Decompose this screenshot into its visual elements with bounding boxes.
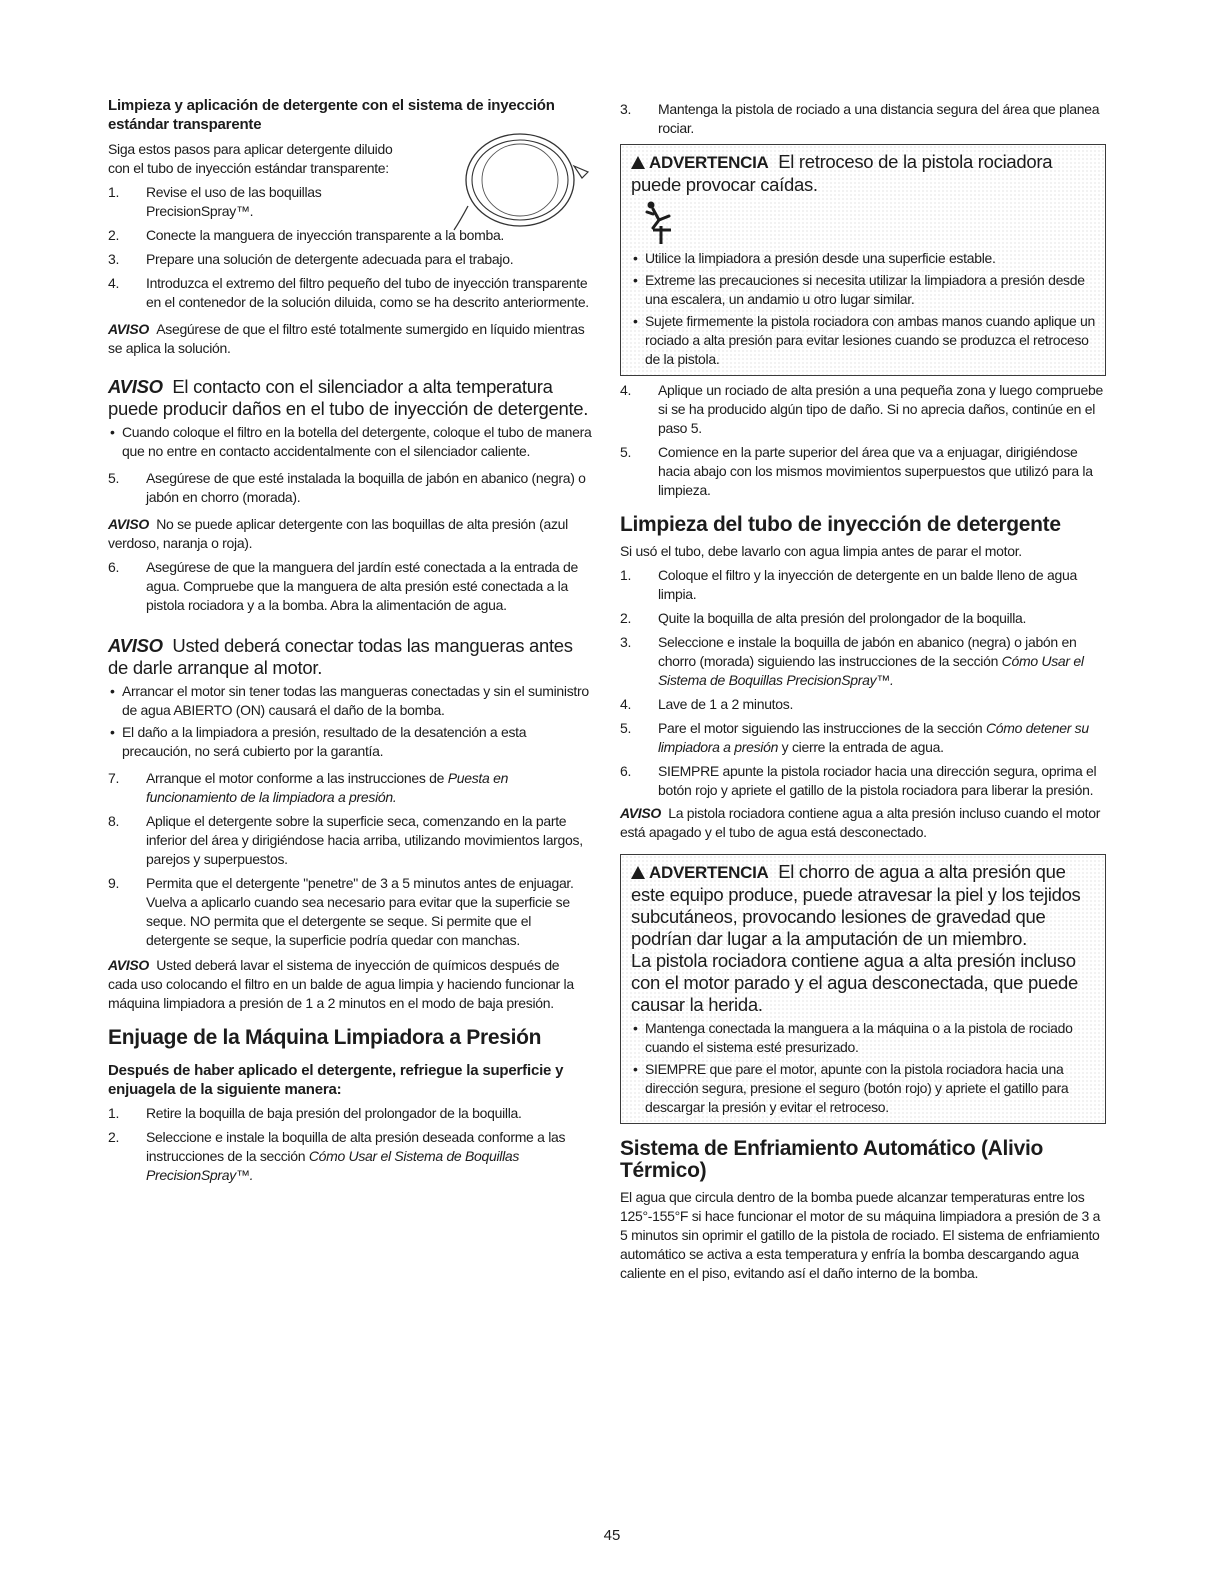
- warning-triangle-icon: [631, 156, 645, 169]
- list-item: 9. Permita que el detergente "penetre" de 3 a 5 minutos antes de enjuagar. Vuelva a aplicarlo cuando sea necesario para evitar que la superficie se seque. NO permita que el detergente se seque. Si permite que el detergente se seque, la superficie podría quedar con manchas.: [108, 875, 574, 948]
- list-item: 5. Asegúrese de que esté instalada la boquilla de jabón en abanico (negra) o jabón en chorro (morada).: [108, 470, 586, 505]
- section-heading-injection: Limpieza y aplicación de detergente con el sistema de inyección estándar transparente: [108, 97, 555, 133]
- list-item: 1. Coloque el filtro y la inyección de detergente en un balde lleno de agua limpia.: [620, 567, 1077, 602]
- list-item: • El daño a la limpiadora a presión, resultado de la desatención a esta precaución, no será cubierto por la garantía.: [108, 723, 592, 761]
- warning-injection-text2: La pistola rociadora contiene agua a alta presión incluso con el motor parado y el agua desconectada, que puede causar la herida.: [631, 950, 1078, 1015]
- list-item: 3. Mantenga la pistola de rociado a una distancia segura del área que planea rociar.: [620, 101, 1100, 136]
- injection-bullets: [631, 1019, 1097, 1117]
- list-item: 4. Aplique un rociado de alta presión a una pequeña zona y luego compruebe si se ha producido algún tipo de daño. Si no aprecia daños, continúe en el paso 5.: [620, 382, 1103, 436]
- thermal-relief-text: El agua que circula dentro de la bomba puede alcanzar temperaturas entre los 125°-155°F si hace funcionar el motor de su máquina limpiadora a presión de 3 a 5 minutos sin oprimir el gatillo de la pistola de rociado. El sistema de enfriamiento automático se activa a esta temperatura y enfría la bomba descargando agua caliente en el piso, evitando así el daño interno de la bomba.: [620, 1189, 1101, 1281]
- list-item: • Mantenga conectada la manguera a la máquina o a la pistola de rociado cuando el sistema esté presurizado.: [631, 1019, 1097, 1057]
- warning-triangle-icon: [631, 866, 645, 879]
- list-item: • Sujete firmemente la pistola rociadora con ambas manos cuando aplique un rociado a alta presión para evitar lesiones cuando se produzca el retroceso de la pistola.: [631, 312, 1097, 369]
- warning-box-kickback: [620, 144, 1106, 376]
- rinse-continue-steps: [620, 381, 1106, 500]
- list-item: • Extreme las precauciones si necesita utilizar la limpiadora a presión desde una escalera, un andamio u otro lugar similar.: [631, 271, 1097, 309]
- list-item: 2. Seleccione e instale la boquilla de alta presión deseada conforme a las instrucciones de la sección Cómo Usar el Sistema de Boquillas PrecisionSpray™.: [108, 1129, 566, 1183]
- list-item: 7. Arranque el motor conforme a las instrucciones de Puesta en funcionamiento de la limpiadora a presión.: [108, 770, 509, 805]
- list-item: • Arrancar el motor sin tener todas las mangueras conectadas y sin el suministro de agua ABIERTO (ON) causará el daño de la bomba.: [108, 682, 592, 720]
- notice-high-pressure: AVISO No se puede aplicar detergente con las boquillas de alta presión (azul verdoso, naranja o roja).: [108, 516, 568, 551]
- application-steps: [108, 769, 592, 950]
- list-item: • Cuando coloque el filtro en la botella del detergente, coloque el tubo de manera que no entre en contacto accidentalmente con el silenciador caliente.: [108, 423, 592, 461]
- notice-flush: AVISO Usted deberá lavar el sistema de inyección de químicos después de cada uso colocando el filtro en un balde de agua limpia y haciendo funcionar la máquina limpiadora a presión de 1 a 2 minutos en el modo de baja presión.: [108, 957, 574, 1011]
- list-item: 8. Aplique el detergente sobre la superficie seca, comenzando en la parte inferior del área y dirigiéndose hacia arriba, utilizando movimientos largos, parejos y superpuestos.: [108, 813, 583, 867]
- tube-cleaning-intro: Si usó el tubo, debe lavarlo con agua limpia antes de parar el motor.: [620, 543, 1022, 559]
- list-item: • Utilice la limpiadora a presión desde una superficie estable.: [631, 249, 1097, 268]
- warning-heading: ADVERTENCIA El retroceso de la pistola rociadora puede provocar caídas.: [631, 151, 1053, 195]
- soap-nozzle-step: [108, 469, 592, 507]
- injection-intro-block: [108, 140, 592, 312]
- list-item: 2. Conecte la manguera de inyección transparente a la bomba.: [108, 227, 505, 243]
- rinse-subheading: Después de haber aplicado el detergente, refriegue la superficie y enjuagela de la siguiente manera:: [108, 1062, 564, 1098]
- falling-person-icon: [639, 198, 679, 246]
- list-item: 4. Introduzca el extremo del filtro pequeño del tubo de inyección transparente en el contenedor de la solución diluida, como se ha descrito anteriormente.: [108, 275, 589, 310]
- muffler-bullets: [108, 423, 592, 461]
- section-heading-tube-cleaning: Limpieza del tubo de inyección de detergente: [620, 513, 1061, 536]
- notice-hoses: AVISO Usted deberá conectar todas las mangueras antes de darle arranque al motor.: [108, 635, 573, 678]
- tube-cleaning-steps: [620, 566, 1106, 800]
- list-item: 6. Asegúrese de que la manguera del jardín esté conectada a la entrada de agua. Compruebe que la manguera de alta presión esté conectada a la pistola rociadora y a la bomba. Abra la alimentación de agua.: [108, 559, 578, 613]
- rinse-steps: [108, 1104, 592, 1185]
- injection-hose-illustration: [442, 126, 592, 234]
- section-heading-thermal-relief: Sistema de Enfriamiento Automático (Alivio Térmico): [620, 1137, 1044, 1182]
- list-item: 5. Pare el motor siguiendo las instrucciones de la sección Cómo detener su limpiadora a presión y cierre la entrada de agua.: [620, 720, 1089, 755]
- list-item: • SIEMPRE que pare el motor, apunte con la pistola rociadora hacia una dirección segura, presione el seguro (botón rojo) y apriete el gatillo para descargar la presión y evitar el retroceso.: [631, 1060, 1097, 1117]
- list-item: 1. Revise el uso de las boquillas PrecisionSpray™.: [108, 184, 322, 219]
- section-heading-rinse: Enjuage de la Máquina Limpiadora a Presión: [108, 1026, 542, 1049]
- list-item: 3. Seleccione e instale la boquilla de jabón en abanico (negra) o jabón en chorro (morada) siguiendo las instrucciones de la sección Cómo Usar el Sistema de Boquillas PrecisionSpray™.: [620, 634, 1084, 688]
- garden-hose-step: [108, 558, 592, 615]
- list-item: 2. Quite la boquilla de alta presión del prolongador de la boquilla.: [620, 610, 1027, 626]
- list-item: 5. Comience en la parte superior del área que va a enjuagar, dirigiéndose hacia abajo con los mismos movimientos superpuestos que utilizó para la limpieza.: [620, 444, 1093, 498]
- notice-spray-gun: AVISO La pistola rociadora contiene agua a alta presión incluso cuando el motor está apagado y el tubo de agua está desconectado.: [620, 805, 1101, 840]
- right-column: [620, 96, 1106, 1283]
- list-item: 3. Prepare una solución de detergente adecuada para el trabajo.: [108, 251, 514, 267]
- distance-step: [620, 100, 1106, 138]
- notice-muffler: AVISO El contacto con el silenciador a alta temperatura puede producir daños en el tubo de inyección de detergente.: [108, 376, 589, 419]
- list-item: 1. Retire la boquilla de baja presión del prolongador de la boquilla.: [108, 1105, 522, 1121]
- warning-box-injection: [620, 854, 1106, 1124]
- notice-filter: AVISO Asegúrese de que el filtro esté totalmente sumergido en líquido mientras se aplica la solución.: [108, 321, 585, 356]
- warning-injection-text: ADVERTENCIA El chorro de agua a alta presión que este equipo produce, puede atravesar la piel y los tejidos subcutáneos, provocando lesiones de gravedad que podrían dar lugar a la amputación de un miembro.: [631, 861, 1081, 949]
- hoses-bullets: [108, 682, 592, 761]
- list-item: 4. Lave de 1 a 2 minutos.: [620, 696, 794, 712]
- injection-intro: Siga estos pasos para aplicar detergente diluido con el tubo de inyección estándar transparente:: [108, 141, 393, 176]
- kickback-bullets: [631, 249, 1097, 369]
- list-item: 6. SIEMPRE apunte la pistola rociador hacia una dirección segura, oprima el botón rojo y apriete el gatillo de la pistola rociadora para liberar la presión.: [620, 763, 1097, 798]
- left-column: [108, 96, 592, 1185]
- page-number: 45: [603, 1527, 621, 1544]
